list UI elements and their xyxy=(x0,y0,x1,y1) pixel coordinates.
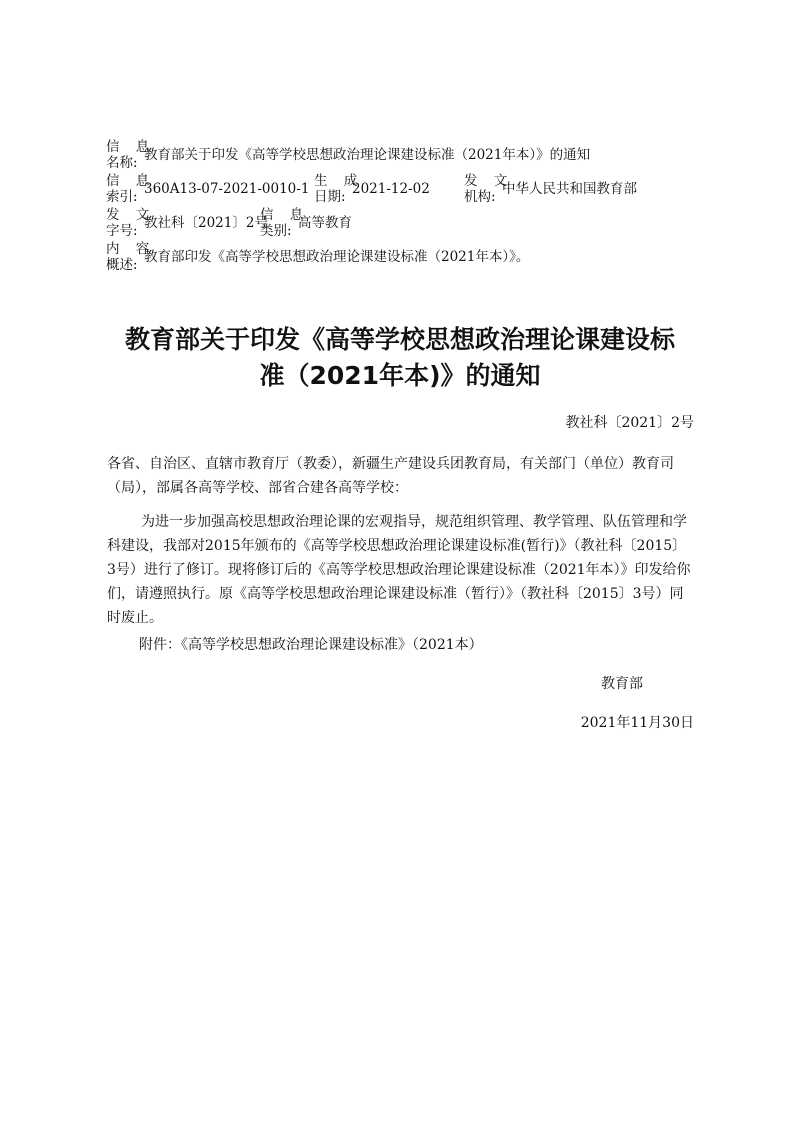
info-name-label: 信 息 名称: xyxy=(106,139,156,171)
info-index-label: 信 息 索引: xyxy=(106,173,156,205)
document-title-line-1: 教育部关于印发《高等学校思想政治理论课建设标 xyxy=(124,325,675,354)
created-date-value: 2021-12-02 xyxy=(352,181,430,197)
document-number: 教社科〔2021〕2号 xyxy=(565,415,694,431)
created-date-label: 生 成 日期: xyxy=(314,173,364,205)
doc-number-value: 教社科〔2021〕2号 xyxy=(144,215,268,231)
document-title xyxy=(100,322,700,394)
issuing-org-label: 发 文 机构: xyxy=(464,173,514,205)
meta-row-summary xyxy=(106,240,706,274)
doc-number-label: 发 文 字号: xyxy=(106,207,156,239)
meta-row-index xyxy=(106,172,706,206)
salutation: 各省、自治区、直辖市教育厅（教委），新疆生产建设兵团教育局，有关部门（单位）教育司（局），部属各高等学校、部省合建各高等学校： xyxy=(107,456,674,496)
signature-organization: 教育部 xyxy=(601,676,643,692)
info-name-value: 教育部关于印发《高等学校思想政治理论课建设标准（2021年本）》的通知 xyxy=(144,147,591,163)
issuing-org-value: 中华人民共和国教育部 xyxy=(502,181,637,197)
signature-date: 2021年11月30日 xyxy=(580,715,694,731)
info-index-value: 360A13-07-2021-0010-1 xyxy=(144,181,310,197)
metadata-table xyxy=(106,138,706,274)
body-paragraph: 为进一步加强高校思想政治理论课的宏观指导，规范组织管理、教学管理、队伍管理和学科建设，我部对2015年颁布的《高等学校思想政治理论课建设标准(暂行)》（教社科〔2015〕3号）进行了修订。现将修订后的《高等学校思想政治理论课建设标准（2021年本）》印发给你们，请遵照执行。原《高等学校思想政治理论课建设标准（暂行）》（教社科〔2015〕3号）同时废止。 xyxy=(107,514,691,626)
info-category-label: 信 息 类别: xyxy=(260,207,310,239)
info-category-value: 高等教育 xyxy=(298,215,352,231)
summary-value: 教育部印发《高等学校思想政治理论课建设标准（2021年本）》。 xyxy=(144,249,530,265)
summary-label: 内 容 概述: xyxy=(106,241,156,273)
meta-row-doc-number xyxy=(106,206,706,240)
meta-row-info-name xyxy=(106,138,706,172)
attachment-note: 附件：《高等学校思想政治理论课建设标准》（2021本） xyxy=(139,637,483,653)
document-title-line-2: 准（2021年本)》的通知 xyxy=(259,361,541,390)
